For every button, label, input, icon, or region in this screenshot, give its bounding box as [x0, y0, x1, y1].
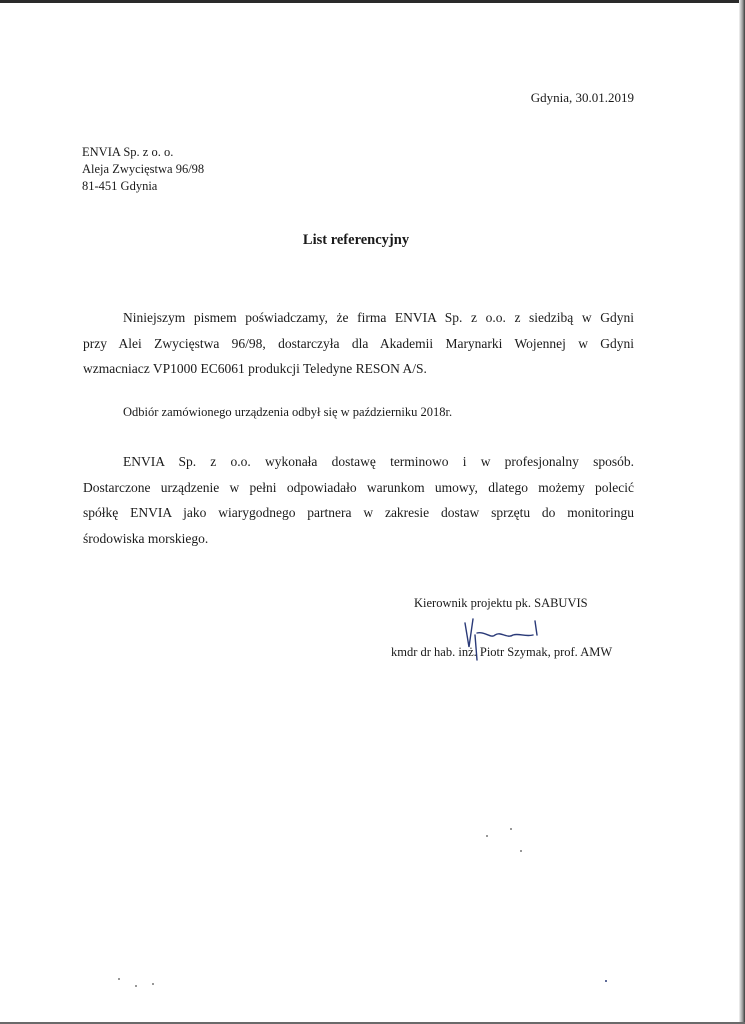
paragraph-line: Dostarczone urządzenie w pełni odpowiadało warunkom umowy, dlatego możemy polecić: [83, 479, 634, 495]
scan-edge-top: [0, 0, 745, 3]
sender-street: Aleja Zwycięstwa 96/98: [82, 162, 205, 176]
paragraph-3: [83, 449, 634, 551]
paragraph-line: Odbiór zamówionego urządzenia odbył się w październiku 2018r.: [123, 405, 453, 419]
paragraph-line: środowiska morskiego.: [83, 530, 209, 546]
signatory-role: Kierownik projektu pk. SABUVIS: [414, 596, 588, 610]
sender-city: 81-451 Gdynia: [82, 179, 158, 193]
paragraph-1: [83, 305, 634, 382]
sender-name: ENVIA Sp. z o. o.: [82, 145, 174, 159]
scan-edge-right: [739, 0, 745, 1024]
paragraph-line: ENVIA Sp. z o.o. wykonała dostawę terminowo i w profesjonalny sposób.: [123, 454, 634, 469]
signatory-name: kmdr dr hab. inż. Piotr Szymak, prof. AMW: [391, 645, 613, 659]
sender-address: [82, 144, 204, 195]
place-date: Gdynia, 30.01.2019: [530, 90, 634, 105]
paragraph-line: spółkę ENVIA jako wiarygodnego partnera w zakresie dostaw sprzętu do monitoringu: [83, 505, 634, 520]
paragraph-2: [83, 400, 634, 426]
paragraph-line: wzmacniacz VP1000 EC6061 produkcji Teledyne RESON A/S.: [83, 361, 427, 376]
paragraph-line: przy Alei Zwycięstwa 96/98, dostarczyła dla Akademii Marynarki Wojennej w Gdyni: [83, 335, 634, 351]
paragraph-line: Niniejszym pismem poświadczamy, że firma ENVIA Sp. z o.o. z siedzibą w Gdyni: [123, 310, 634, 325]
letter-title: List referencyjny: [302, 232, 410, 248]
